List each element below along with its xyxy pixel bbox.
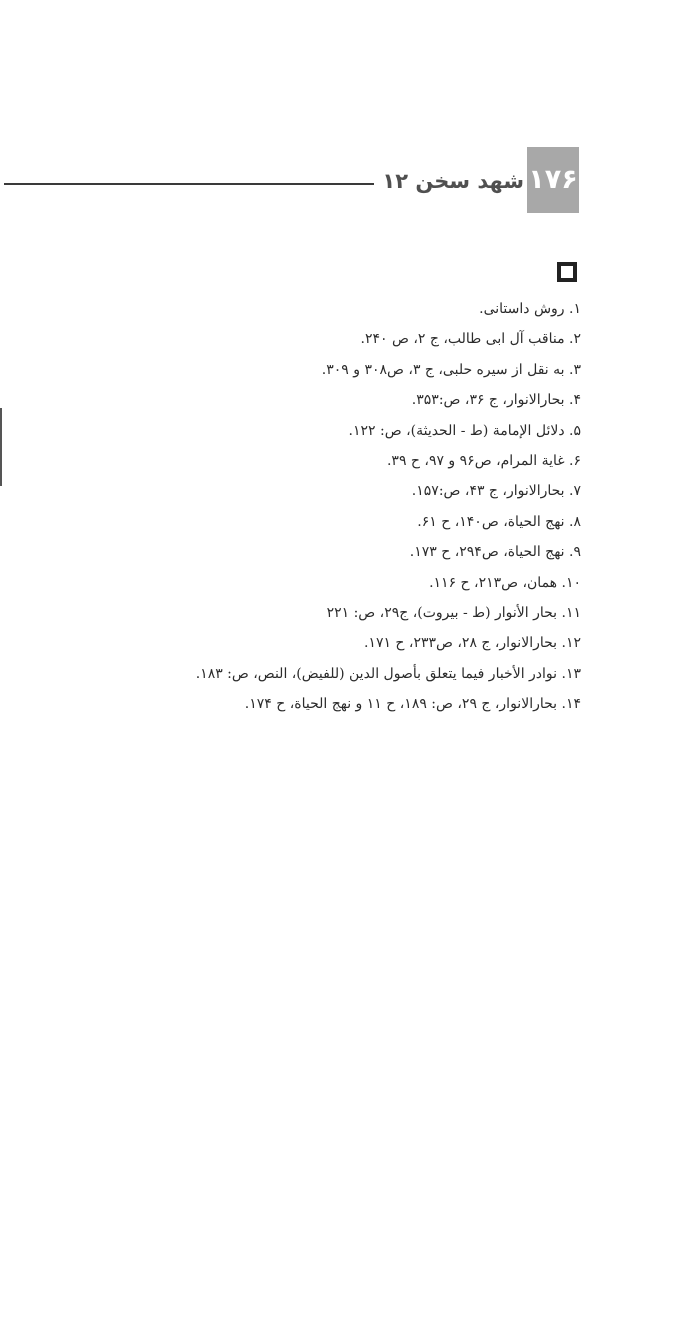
section-marker-icon bbox=[557, 262, 577, 282]
edge-mark bbox=[0, 408, 2, 486]
page-number: ۱۷۶ bbox=[527, 147, 579, 213]
footnote: ۷. بحارالانوار، ج ۴۳، ص:۱۵۷. bbox=[411, 483, 581, 500]
footnote: ۱۳. نوادر الأخبار فيما يتعلق بأصول الدين (للفيض)، النص، ص: ۱۸۳. bbox=[195, 665, 581, 682]
footnote: ۱۴. بحارالانوار، ج ۲۹، ص: ۱۸۹، ح ۱۱ و نهج الحیاة، ح ۱۷۴. bbox=[244, 696, 581, 713]
header-rule bbox=[4, 183, 374, 185]
footnote: ۳. به نقل از سیره حلبی، ج ۳، ص۳۰۸ و ۳۰۹. bbox=[321, 361, 581, 378]
footnote: ۴. بحارالانوار، ج ۳۶، ص:۳۵۳. bbox=[411, 392, 581, 409]
footnote: ۲. مناقب آل ابی طالب، ج ۲، ص ۲۴۰. bbox=[360, 331, 581, 348]
footnote: ۱۰. همان، ص۲۱۳، ح ۱۱۶. bbox=[429, 574, 581, 591]
footnote: ۹. نهج الحیاة، ص۲۹۴، ح ۱۷۳. bbox=[409, 544, 581, 561]
footnote: ۱. روش داستانی. bbox=[479, 301, 581, 317]
footnote: ۱۱. بحار الأنوار (ط - بيروت)، ج۲۹، ص: ۲۲۱ bbox=[326, 604, 581, 621]
footnote: ۱۲. بحارالانوار، ج ۲۸، ص۲۳۳، ح ۱۷۱. bbox=[363, 635, 581, 652]
book-title: شهد سخن ۱۲ bbox=[382, 169, 524, 193]
footnote: ۸. نهج الحیاة، ص۱۴۰، ح ۶۱. bbox=[417, 513, 581, 530]
footnote: ۵. دلائل الإمامة (ط - الحديثة)، ص: ۱۲۲. bbox=[348, 422, 581, 439]
footnote: ۶. غاية المرام، ص۹۶ و ۹۷، ح ۳۹. bbox=[386, 452, 581, 469]
footnotes-list bbox=[81, 294, 581, 719]
